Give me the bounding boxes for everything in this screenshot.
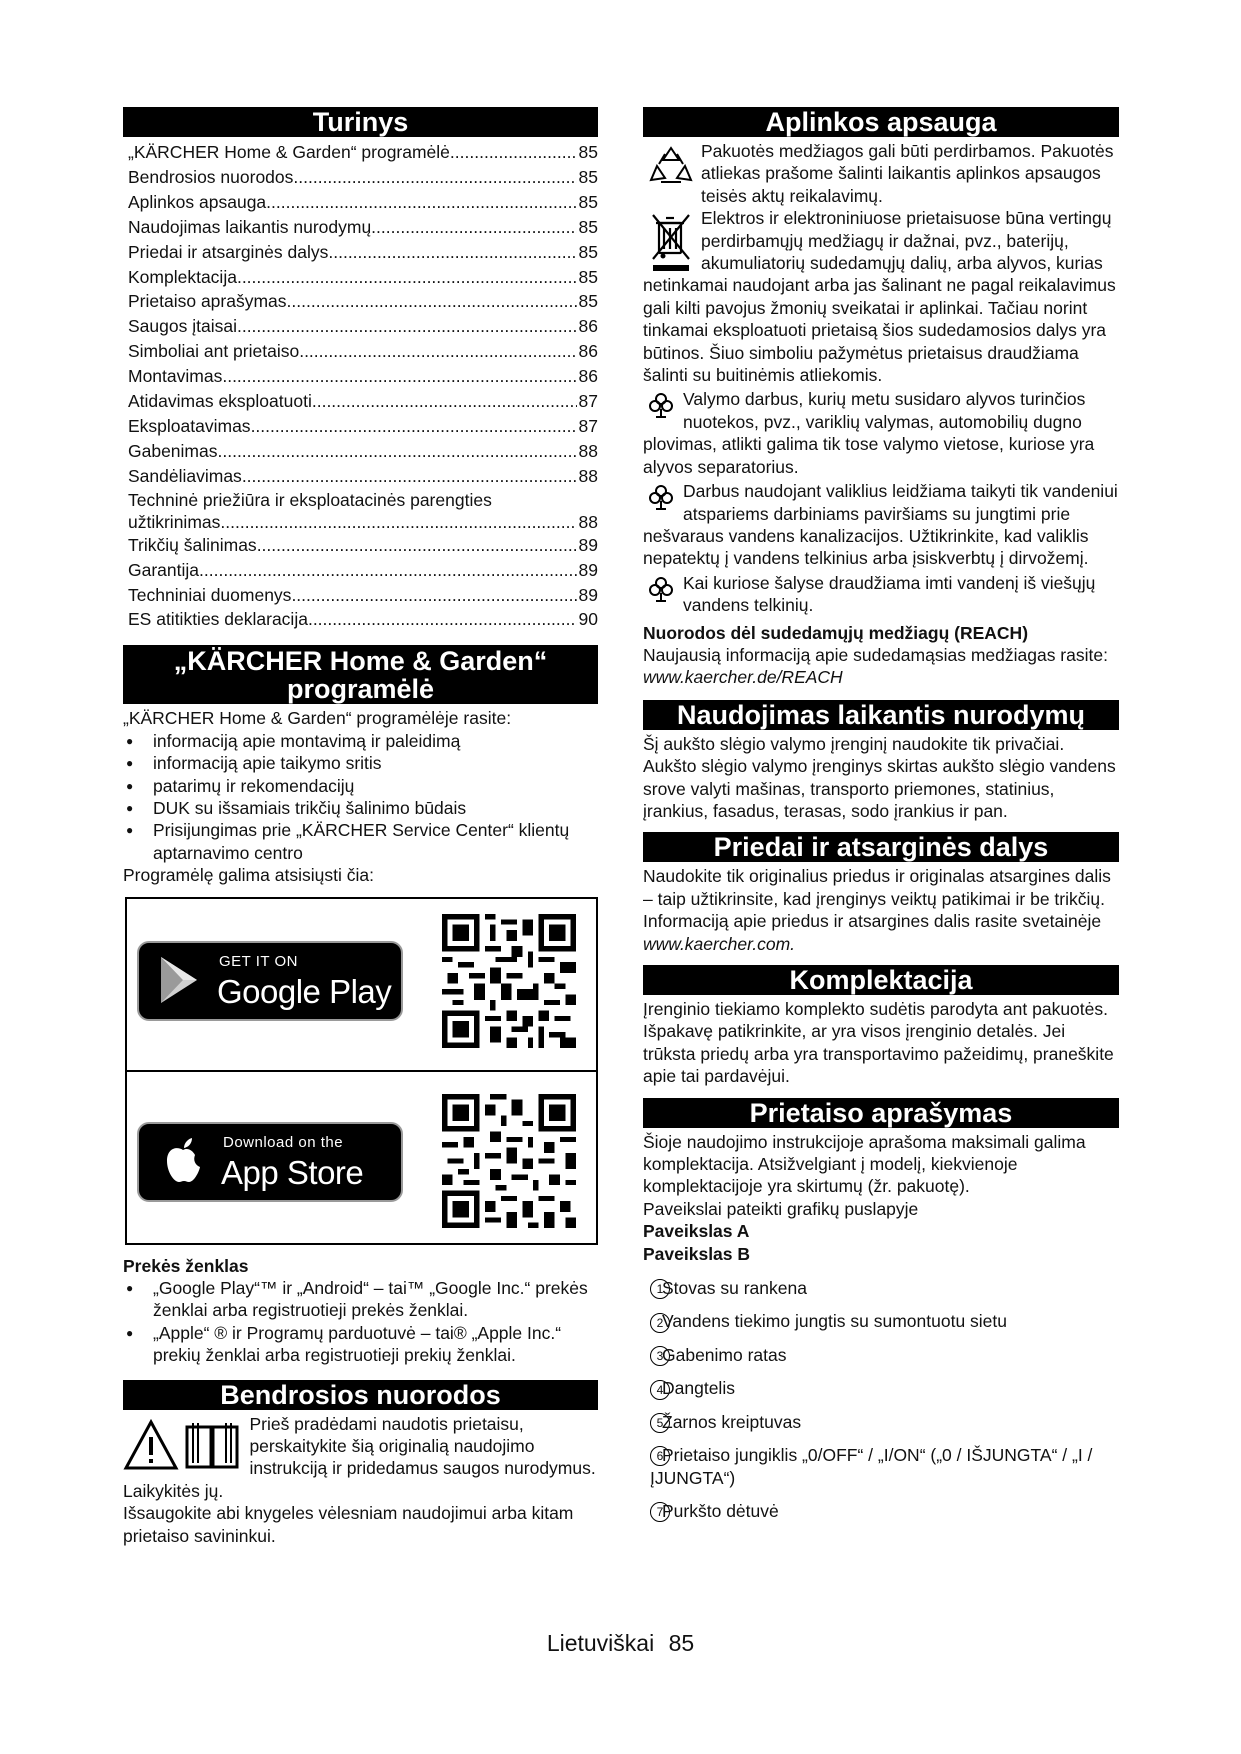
toc-entry[interactable]: Prietaiso aprašymas ..... 85 <box>123 289 598 314</box>
list-item: 5Žarnos kreiptuvas <box>643 1411 1119 1433</box>
app-heading: „KÄRCHER Home & Garden“ programėlė <box>123 645 598 704</box>
google-play-cell <box>127 899 596 1070</box>
app-store-cell <box>127 1070 596 1243</box>
toc-entry[interactable]: Techninė priežiūra ir eksploatacinės parengties užtikrinimas ..... 88 <box>123 489 598 533</box>
general-heading: Bendrosios nuorodos <box>123 1380 598 1410</box>
part-number-badge: 1 <box>650 1279 670 1299</box>
part-number-badge: 5 <box>650 1413 670 1433</box>
figures-text: Paveikslai pateikti grafikų puslapyje <box>643 1198 919 1219</box>
environment-heading: Aplinkos apsauga <box>643 107 1119 137</box>
list-item: ● „Apple“ ® ir Programų parduotuvė – tai® „Apple Inc.“ prekių ženklai arba registruotieji prekių ženklai. <box>123 1322 598 1367</box>
packaging-text: Pakuotės medžiagos gali būti perdirbamos. Pakuotės atliekas prašome šalinti laikantis aplinkos apsaugos teisės aktų reikalavimų. <box>701 141 1114 206</box>
environment-hazard-icon <box>647 575 675 603</box>
apple-icon <box>163 1136 203 1184</box>
accessories-text: Naudokite tik originalius priedus ir originalas atsargines dalis – taip užtikrinsite, kad įrenginys veiktų patikimai ir be trikčių. <box>643 866 1111 909</box>
app-feature-list <box>123 730 598 864</box>
toc-entry[interactable]: Trikčių šalinimas ..... 89 <box>123 533 598 558</box>
list-item: 4Dangtelis <box>643 1377 1119 1399</box>
toc-entry[interactable]: Priedai ir atsarginės dalys ..... 85 <box>123 240 598 265</box>
google-play-small: GET IT ON <box>219 952 298 970</box>
toc-heading: Turinys <box>123 107 598 137</box>
app-store-big: App Store <box>221 1153 364 1191</box>
description-heading: Prietaiso aprašymas <box>643 1098 1119 1128</box>
water-note <box>643 572 1119 617</box>
intended-use-text: Šį aukšto slėgio valymo įrenginį naudokite tik privačiai. Aukšto slėgio valymo įrenginys skirtas aukšto slėgio vandens srove valyti mašinas, transporto priemones, statinius, įrankius, fasadus, terasas, sodo įrankius ir pan. <box>643 733 1116 821</box>
list-item: ● Prisijungimas prie „KÄRCHER Service Center“ klientų aptarnavimo centro <box>123 819 598 864</box>
left-column <box>123 107 598 1547</box>
toc-entry[interactable]: Sandėliavimas ..... 88 <box>123 464 598 489</box>
toc-entry[interactable]: Techniniai duomenys ..... 89 <box>123 583 598 608</box>
qr-code-apple-icon[interactable] <box>442 1094 576 1228</box>
list-item: ● informaciją apie taikymo sritis <box>123 752 598 774</box>
recycling-icon <box>649 144 693 188</box>
crossed-bin-icon <box>649 209 693 273</box>
kaercher-link[interactable]: www.kaercher.com. <box>643 933 796 954</box>
app-download-text: Programėlę galima atsisiųsti čia: <box>123 865 374 886</box>
scope-text: Įrenginio tiekiamo komplekto sudėtis parodyta ant pakuotės. Išpakavę patikrinkite, ar yra visos įrenginio detalės. Jei trūksta priedų arba yra transportavimo pažeidimų, praneškite apie tai pardavėjui. <box>643 999 1114 1087</box>
list-item: 2Vandens tiekimo jungtis su sumontuotu sietu <box>643 1310 1119 1332</box>
intended-use-heading: Naudojimas laikantis nurodymų <box>643 700 1119 730</box>
trademark-list <box>123 1277 598 1367</box>
google-play-button[interactable] <box>137 941 403 1021</box>
list-item: ● patarimų ir rekomendacijų <box>123 775 598 797</box>
list-item: 3Gabenimo ratas <box>643 1344 1119 1366</box>
oil-note <box>643 388 1119 478</box>
oil-text: Valymo darbus, kurių metu susidaro alyvos turinčios nuotekos, pvz., variklių valymas, automobilių dugno plovimas, atlikti galima tik tose valymo vietose, kuriose yra alyvos separatorius. <box>643 389 1095 477</box>
toc-entry[interactable]: Eksploatavimas ..... 87 <box>123 414 598 439</box>
toc-entry[interactable]: „KÄRCHER Home & Garden“ programėlė ..... 85 <box>123 140 598 165</box>
toc-entry[interactable]: Gabenimas ..... 88 <box>123 439 598 464</box>
detergent-note <box>643 480 1119 570</box>
general-warning <box>123 1413 598 1503</box>
environment-hazard-icon <box>647 483 675 511</box>
parts-legend <box>643 1277 1119 1522</box>
part-number-badge: 3 <box>650 1346 670 1366</box>
list-item: ● DUK su išsamiais trikčių šalinimo būdais <box>123 797 598 819</box>
toc-entry-line1: Techninė priežiūra ir eksploatacinės parengties <box>128 489 492 510</box>
reach-heading: Nuorodos dėl sudedamųjų medžiagų (REACH) <box>643 622 1029 643</box>
part-number-badge: 6 <box>650 1446 670 1466</box>
toc-entry[interactable]: Naudojimas laikantis nurodymų ..... 85 <box>123 215 598 240</box>
footer-language: Lietuviškai <box>546 1630 655 1656</box>
toc-entry[interactable]: Bendrosios nuorodos ..... 85 <box>123 165 598 190</box>
list-item: 6Prietaiso jungiklis „0/OFF“ / „I/ON“ („0 / IŠJUNGTA“ / „I / ĮJUNGTA“) <box>650 1445 1093 1488</box>
toc-entry[interactable]: ES atitikties deklaracija ..... 90 <box>123 607 598 632</box>
footer-page-number: 85 <box>668 1630 695 1656</box>
toc-entry[interactable]: Simboliai ant prietaiso ..... 86 <box>123 339 598 364</box>
weee-note <box>643 207 1119 386</box>
list-item: 1Stovas su rankena <box>643 1277 1119 1299</box>
app-store-button[interactable] <box>137 1122 403 1202</box>
figure-a-label: Paveikslas A <box>643 1221 750 1242</box>
environment-hazard-icon <box>647 391 675 419</box>
general-warning-text: Prieš pradėdami naudotis prietaisu, perskaitykite šią originalią naudojimo instrukciją ir pridedamus saugos nurodymus. Laikykitės jų. <box>123 1413 596 1501</box>
water-text: Kai kuriose šalyse draudžiama imti vandenį iš viešųjų vandens telkinių. <box>683 572 1096 616</box>
weee-text: Elektros ir elektroniniuose prietaisuose būna vertingų perdirbamųjų medžiagų ir dažnai, pvz., baterijų, akumuliatorių sudedamųjų dalių, arba alyvos, kurias netinkamai naudojant arba jas šalinant ne pagal reikalavimus gali kilti pavojus žmonių sveikatai ir aplinkai. Tačiau norint tinkamai eksploatuoti prietaisą šios sudedamosios dalys yra būtinos. Šiuo simboliu pažymėtus prietaisus draudžiama šalinti su buitinėmis atliekomis. <box>643 208 1116 386</box>
part-number-badge: 2 <box>650 1313 670 1333</box>
manual-book-icon <box>183 1419 241 1471</box>
detergent-text: Darbus naudojant valiklius leidžiama taikyti tik vandeniui atspariems darbiniams paviršiams su jungtimi prie nešvaraus vandens kanalizacijos. Užtikrinkite, kad valiklis nepatektų į vandens telkinius arba įsiskverbtų į dirvožemį. <box>643 481 1118 569</box>
accessories-info: Informaciją apie priedus ir atsargines dalis rasite svetainėje www.kaercher.com. <box>643 911 1102 954</box>
reach-text: Naujausią informaciją apie sudedamąsias medžiagas rasite: www.kaercher.de/REACH <box>643 644 1108 688</box>
figure-b-label: Paveikslas B <box>643 1243 751 1264</box>
toc-entry[interactable]: Atidavimas eksploatuoti ..... 87 <box>123 389 598 414</box>
list-item: 7Purkšto dėtuvė <box>643 1500 1119 1522</box>
toc-entry[interactable]: Aplinkos apsauga ..... 85 <box>123 190 598 215</box>
trademark-heading: Prekės ženklas <box>123 1255 249 1276</box>
app-intro: „KÄRCHER Home & Garden“ programėlėje rasite: <box>123 708 512 729</box>
store-badges-box <box>125 897 598 1245</box>
list-item: ● „Google Play“™ ir „Android“ – tai™ „Google Inc.“ prekės ženklai arba registruotieji prekės ženklai. <box>123 1277 598 1322</box>
google-play-icon <box>157 955 203 1005</box>
reach-link[interactable]: www.kaercher.de/REACH <box>643 667 843 688</box>
right-column <box>643 107 1119 1533</box>
toc-list <box>123 140 598 632</box>
scope-heading: Komplektacija <box>643 965 1119 995</box>
google-play-big: Google Play <box>217 972 392 1010</box>
toc-entry[interactable]: Saugos įtaisai ..... 86 <box>123 314 598 339</box>
app-store-small: Download on the <box>223 1133 344 1151</box>
description-text: Šioje naudojimo instrukcijoje aprašoma maksimali galima komplektacija. Atsižvelgiant į modelį, kiekvienoje komplektacijoje yra skirtumų (žr. pakuotę). <box>643 1131 1086 1197</box>
accessories-heading: Priedai ir atsarginės dalys <box>643 832 1119 862</box>
list-item: ● informaciją apie montavimą ir paleidimą <box>123 730 598 752</box>
page-footer <box>0 1630 1241 1657</box>
general-keep-text: Išsaugokite abi knygeles vėlesniam naudojimui arba kitam prietaiso savininkui. <box>123 1503 574 1546</box>
toc-entry[interactable]: Garantija ..... 89 <box>123 558 598 583</box>
toc-entry[interactable]: Komplektacija ..... 85 <box>123 265 598 290</box>
packaging-note <box>643 140 1119 207</box>
toc-entry[interactable]: Montavimas ..... 86 <box>123 364 598 389</box>
part-number-badge: 4 <box>650 1380 670 1400</box>
qr-code-google-icon[interactable] <box>442 914 576 1048</box>
part-number-badge: 7 <box>650 1502 670 1522</box>
warning-triangle-icon <box>123 1419 179 1471</box>
